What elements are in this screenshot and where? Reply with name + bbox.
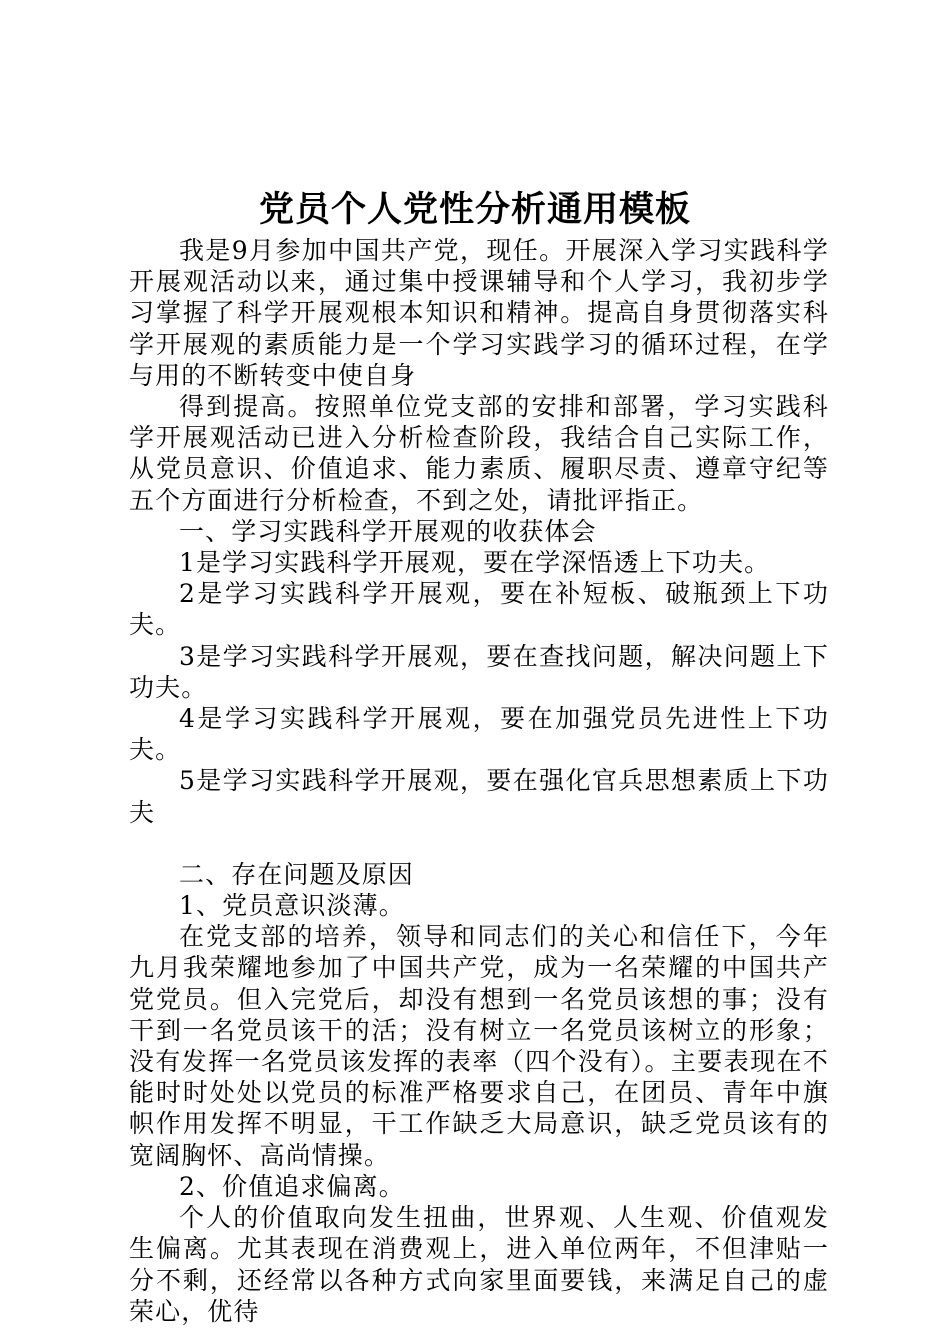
list-item: 1是学习实践科学开展观，要在学深悟透上下功夫。 [179, 548, 771, 578]
paragraph: 我是9月参加中国共产党，现任。开展深入学习实践科学开展观活动以来，通过集中授课辅导和个人学习，我初步学习掌握了科学开展观根本知识和精神。提高自身贯彻落实科学开展观的素质能力是一个学习实践学习的循环过程，在学与用的不断转变中使自身 [129, 236, 829, 390]
list-item: 5是学习实践科学开展观，要在强化官兵思想素质上下功夫 [129, 766, 829, 827]
subsection-heading: 1、党员意识淡薄。 [179, 891, 405, 921]
document-body [129, 235, 829, 1327]
section-heading: 二、存在问题及原因 [179, 859, 414, 889]
paragraph: 个人的价值取向发生扭曲，世界观、人生观、价值观发生偏离。尤其表现在消费观上，进入单位两年，不但津贴一分不剩，还经常以各种方式向家里面要钱，来满足自己的虚荣心，优待 [129, 1203, 829, 1326]
list-item: 4是学习实践科学开展观，要在加强党员先进性上下功夫。 [129, 704, 829, 765]
paragraph: 得到提高。按照单位党支部的安排和部署，学习实践科学开展观活动已进入分析检查阶段，我结合自己实际工作，从党员意识、价值追求、能力素质、履职尽责、遵章守纪等五个方面进行分析检查，不到之处，请批评指正。 [129, 392, 829, 515]
list-item: 3是学习实践科学开展观，要在查找问题，解决问题上下功夫。 [129, 641, 829, 702]
section-heading: 一、学习实践科学开展观的收获体会 [179, 516, 597, 546]
blank-line [129, 828, 829, 859]
list-item: 2是学习实践科学开展观，要在补短板、破瓶颈上下功夫。 [129, 579, 829, 640]
subsection-heading: 2、价值追求偏离。 [179, 1171, 405, 1201]
paragraph: 在党支部的培养，领导和同志们的关心和信任下，今年九月我荣耀地参加了中国共产党，成为一名荣耀的中国共产党党员。但入完党后，却没有想到一名党员该想的事；没有干到一名党员该干的活；没有树立一名党员该树立的形象；没有发挥一名党员该发挥的表率（四个没有）。主要表现在不能时时处处以党员的标准严格要求自己，在团员、青年中旗帜作用发挥不明显，干工作缺乏大局意识，缺乏党员该有的宽阔胸怀、高尚情操。 [129, 922, 829, 1170]
document-title: 党员个人党性分析通用模板 [258, 189, 691, 230]
